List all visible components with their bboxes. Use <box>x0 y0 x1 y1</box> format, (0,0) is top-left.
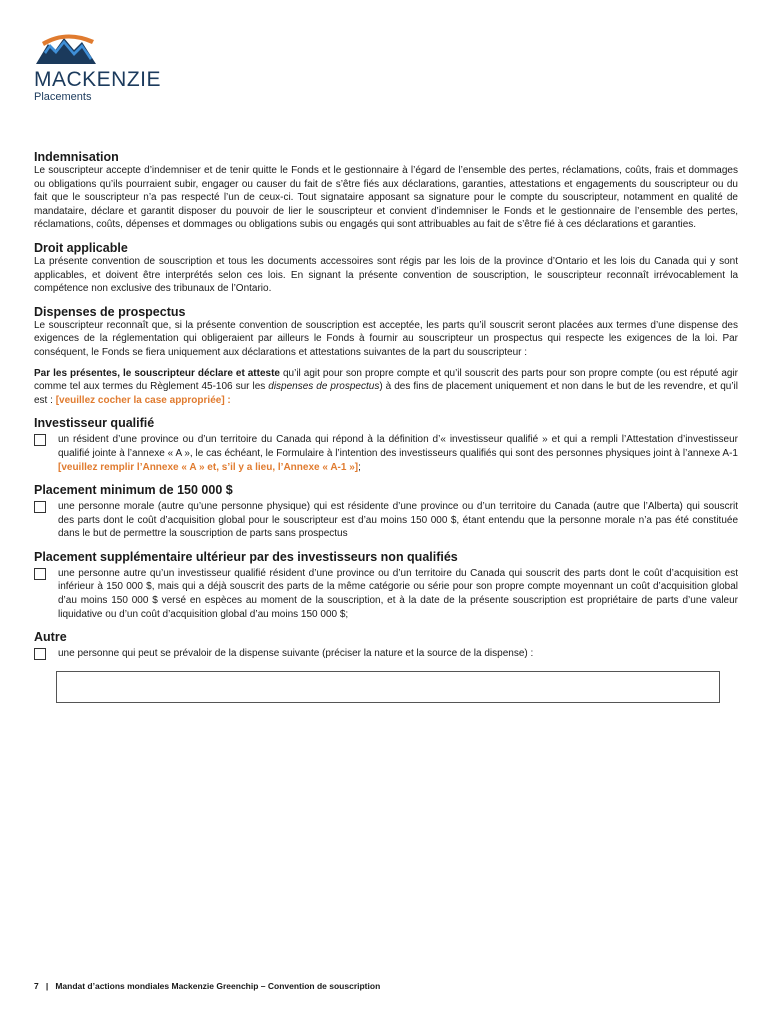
heading-indemnisation: Indemnisation <box>34 150 119 164</box>
heading-investisseur-qualifie: Investisseur qualifié <box>34 416 155 431</box>
document-body <box>34 150 738 712</box>
page-footer <box>34 981 380 991</box>
option-autre <box>34 647 738 661</box>
investisseur-instruction: [veuillez remplir l’Annexe « A » et, s’il y a lieu, l’Annexe « A-1 »] <box>58 461 359 473</box>
option-text-investisseur-qualifie <box>58 433 738 474</box>
checkbox-placement-minimum[interactable] <box>34 501 46 513</box>
section-autre <box>34 630 738 703</box>
heading-autre: Autre <box>34 630 67 645</box>
section-investisseur-qualifie <box>34 416 738 474</box>
heading-placement-minimum: Placement minimum de 150 000 $ <box>34 483 233 498</box>
footer-title: Mandat d’actions mondiales Mackenzie Greenchip – Convention de souscription <box>55 981 381 991</box>
section-droit-applicable <box>34 241 738 296</box>
declaration-text-1: qu’il agit pour son propre compte et qu’il souscrit des parts pour son propre compte (ou est réputé agir comme tel aux termes du Règlement 45-106 sur les <box>34 367 739 393</box>
heading-droit-applicable: Droit applicable <box>34 240 128 255</box>
brand-subtitle: Placements <box>34 91 92 103</box>
option-placement-minimum <box>34 500 738 541</box>
checkbox-placement-supplementaire[interactable] <box>34 568 46 580</box>
investisseur-end: ; <box>358 461 361 473</box>
page-number: 7 <box>34 981 39 991</box>
text-droit-applicable: La présente convention de souscription et tous les documents accessoires sont régis par les lois de la province d’Ontario et les lois du Canada qui y sont applicables, et doivent être interprétés selon ces lois. En signant la présente convention de souscription, le souscripteur reconnaît irrévocablement la compétence non exclusive des tribunaux de l’Ontario. <box>34 255 738 295</box>
section-dispenses <box>34 305 738 408</box>
section-placement-minimum <box>34 483 738 541</box>
declaration-lead: Par les présentes, le souscripteur déclare et atteste <box>34 367 280 379</box>
declaration-text-2: ) à des fins de placement uniquement et non dans le but de les revendre, et qu’il est : <box>34 381 738 406</box>
footer-separator: | <box>45 981 49 991</box>
option-placement-supplementaire <box>34 567 738 621</box>
mackenzie-mountain-icon <box>34 30 104 66</box>
investisseur-text: un résident d’une province ou d’un territoire du Canada qui répond à la définition d’« investisseur qualifié » et qui a rempli l’Attestation d’investisseur qualifié jointe à l’annexe « A », le cas échéant, le Formulaire à l’intention des investisseurs qualifiés qui sont des personnes physiques joint à l’annexe A-1 <box>58 434 738 459</box>
text-indemnisation: Le souscripteur accepte d’indemniser et de tenir quitte le Fonds et le gestionnaire à l’égard de l’ensemble des pertes, réclamations, coûts, frais et dommages ou obligations qu’ils pourraient subir, engager ou causer du fait de s’être fiés aux déclarations, garanties, attestations et engagements du souscripteur ou du fait que le souscripteur n’a pas respecté l’un de ceux-ci. Tout signataire apposant sa signature pour le compte du souscripteur, notamment en qualité de mandataire, déclare et garantit disposer du pouvoir de lier le souscripteur et convient d’indemniser le Fonds et le gestionnaire de l’ensemble des pertes, réclamations, coûts, dépenses et dommages ou obligations subis ou engagés qui sont attribuables au fait de s’être fié à ces déclarations et garanties. <box>34 165 738 231</box>
option-text-placement-minimum: une personne morale (autre qu’une personne physique) qui est résidente d’une province ou d’un territoire du Canada (autre que l’Alberta) qui souscrit des parts dont le coût d’acquisition global pour le souscripteur est d’au moins 150 000 $, étant entendu que la personne morale n’a pas été constituée dans le but de permettre la souscription de parts sans prospectus <box>58 501 738 540</box>
section-indemnisation <box>34 150 738 232</box>
checkbox-investisseur-qualifie[interactable] <box>34 434 46 446</box>
heading-placement-supplementaire: Placement supplémentaire ultérieur par des investisseurs non qualifiés <box>34 549 458 564</box>
heading-dispenses: Dispenses de prospectus <box>34 304 186 319</box>
option-investisseur-qualifie <box>34 433 738 474</box>
declaration-paragraph <box>34 367 738 408</box>
option-text-placement-supplementaire: une personne autre qu’un investisseur qualifié résident d’une province ou d’un territoire du Canada qui souscrit des parts dont le coût d’acquisition est inférieur à 150 000 $, mais qui a déjà souscrit des parts de la même catégorie ou série pour son propre compte moyennant un coût d’acquisition global d’au moins 150 000 $ versé en espèces au moment de la souscription, et à la date de la présente souscription est propriétaire de parts d’une valeur liquidative ou d’un coût d’acquisition global d’au moins 150 000 $; <box>58 567 738 620</box>
mackenzie-logo <box>34 30 174 104</box>
option-text-autre: une personne qui peut se prévaloir de la dispense suivante (préciser la nature et la source de la dispense) : <box>58 648 534 660</box>
brand-name: MACKENZIE <box>34 68 162 91</box>
checkbox-autre[interactable] <box>34 648 46 660</box>
autre-dispense-field[interactable] <box>56 671 720 703</box>
text-dispenses: Le souscripteur reconnaît que, si la présente convention de souscription est acceptée, les parts qu’il souscrit seront placées aux termes d’une dispense des exigences de la réglementation qui obligeraient par ailleurs le Fonds à fournir au souscripteur un prospectus qui respecte les exigences de la loi. Par conséquent, le Fonds se fiera uniquement aux déclarations et attestations suivantes de la part du souscripteur : <box>34 319 738 358</box>
section-placement-supplementaire <box>34 550 738 621</box>
declaration-instruction: [veuillez cocher la case appropriée] : <box>55 394 231 406</box>
declaration-italic: dispenses de prospectus <box>268 381 380 393</box>
